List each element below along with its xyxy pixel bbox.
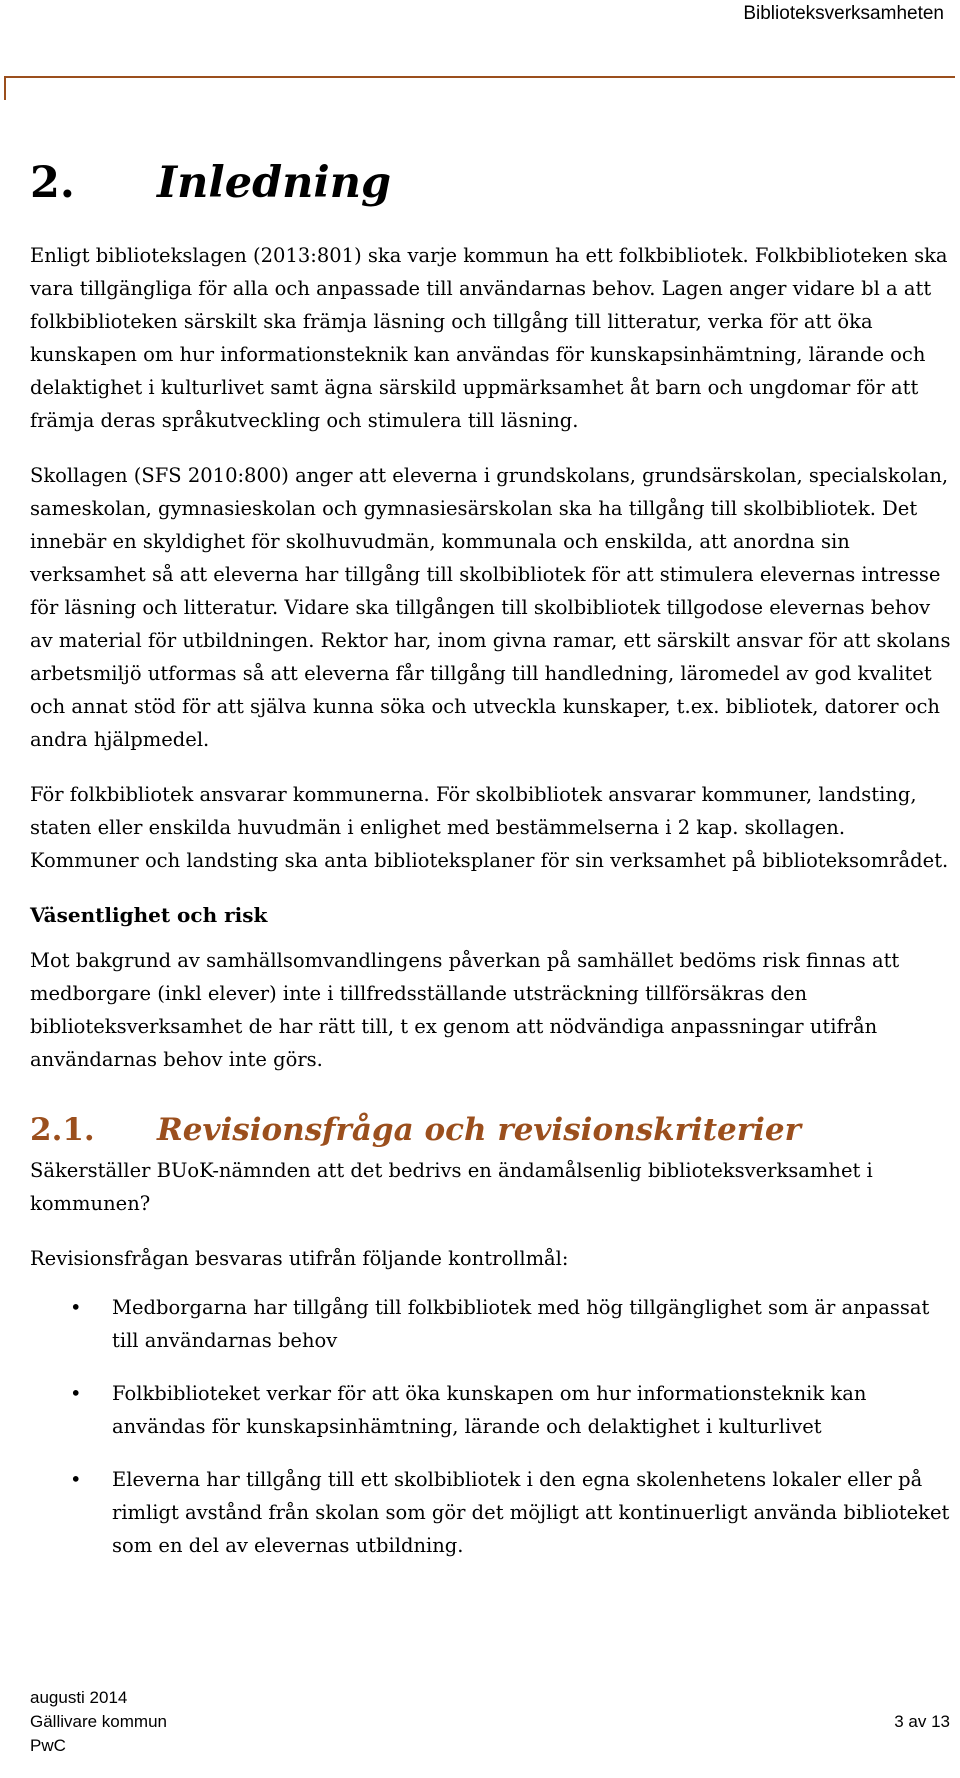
header-rule-tick — [4, 76, 6, 100]
list-item — [30, 1377, 955, 1443]
audit-lead: Revisionsfrågan besvaras utifrån följande kontrollmål: — [30, 1247, 569, 1270]
page-content — [30, 150, 955, 1582]
bullet-icon: • — [70, 1296, 82, 1319]
section-title: Revisionsfråga och revisionskriterier — [157, 1112, 801, 1148]
intro-paragraph-library-law: Enligt bibliotekslagen (2013:801) ska varje kommun ha ett folkbibliotek. Folkbiblioteken ska vara tillgängliga för alla och anpassade till användarnas behov. Lagen anger vidare bl a att folkbiblioteken särskilt ska främja läsning och tillgång till litteratur, verka för att öka kunskapen om hur informationsteknik kan användas för kunskapsinhämtning, lärande och delaktighet i kulturlivet samt ägna särskild uppmärksamhet åt barn och ungdomar för att främja deras språkutveckling och stimulera till läsning. — [30, 244, 948, 432]
criteria-text: Folkbiblioteket verkar för att öka kunskapen om hur informationsteknik kan användas för kunskapsinhämtning, lärande och delaktighet i kulturlivet — [112, 1382, 867, 1438]
section-number: 2.1. — [30, 1112, 95, 1148]
running-header-title: Biblioteksverksamheten — [743, 3, 944, 24]
risk-paragraph: Mot bakgrund av samhällsomvandlingens påverkan på samhället bedöms risk finnas att medborgare (inkl elever) inte i tillfredsställande utsträckning tillförsäkras den biblioteksverksamhet de har rätt till, t ex genom att nödvändiga anpassningar utifrån användarnas behov inte görs. — [30, 949, 900, 1071]
list-item — [30, 1463, 955, 1562]
chapter-number: 2. — [30, 158, 75, 208]
list-item — [30, 1291, 955, 1357]
risk-heading: Väsentlighet och risk — [30, 903, 268, 927]
chapter-heading — [30, 150, 955, 216]
intro-paragraph-responsibility: För folkbibliotek ansvarar kommunerna. För skolbibliotek ansvarar kommuner, landsting, staten eller enskilda huvudmän i enlighet med bestämmelserna i 2 kap. skollagen. Kommuner och landsting ska anta biblioteksplaner för sin verksamhet på biblioteksområdet. — [30, 783, 949, 872]
criteria-list — [30, 1291, 955, 1562]
audit-question: Säkerställer BUoK-nämnden att det bedrivs en ändamålsenlig biblioteksverksamhet i kommunen? — [30, 1159, 873, 1215]
footer-company: PwC — [30, 1736, 66, 1755]
footer-date: augusti 2014 — [30, 1688, 128, 1707]
header-rule — [4, 76, 955, 78]
page-footer — [30, 1686, 950, 1758]
footer-municipality: Gällivare kommun — [30, 1712, 167, 1731]
criteria-text: Eleverna har tillgång till ett skolbibliotek i den egna skolenhetens lokaler eller på rimligt avstånd från skolan som gör det möjligt att kontinuerligt använda biblioteket som en del av elevernas utbildning. — [112, 1468, 950, 1557]
section-heading — [30, 1106, 955, 1154]
footer-page-number: 3 av 13 — [894, 1712, 950, 1731]
criteria-text: Medborgarna har tillgång till folkbibliotek med hög tillgänglighet som är anpassat till användarnas behov — [112, 1296, 930, 1352]
chapter-title: Inledning — [157, 158, 392, 208]
intro-paragraph-school-law: Skollagen (SFS 2010:800) anger att eleverna i grundskolans, grundsärskolan, specialskolan, sameskolan, gymnasieskolan och gymnasiesärskolan ska ha tillgång till skolbibliotek. Det innebär en skyldighet för skolhuvudmän, kommunala och enskilda, att anordna sin verksamhet så att eleverna har tillgång till skolbibliotek för att stimulera elevernas intresse för läsning och litteratur. Vidare ska tillgången till skolbibliotek tillgodose elevernas behov av material för utbildningen. Rektor har, inom givna ramar, ett särskilt ansvar för att skolans arbetsmiljö utformas så att eleverna får tillgång till handledning, läromedel av god kvalitet och annat stöd för att själva kunna söka och utveckla kunskaper, t.ex. bibliotek, datorer och andra hjälpmedel. — [30, 464, 951, 751]
bullet-icon: • — [70, 1468, 82, 1491]
bullet-icon: • — [70, 1382, 82, 1405]
